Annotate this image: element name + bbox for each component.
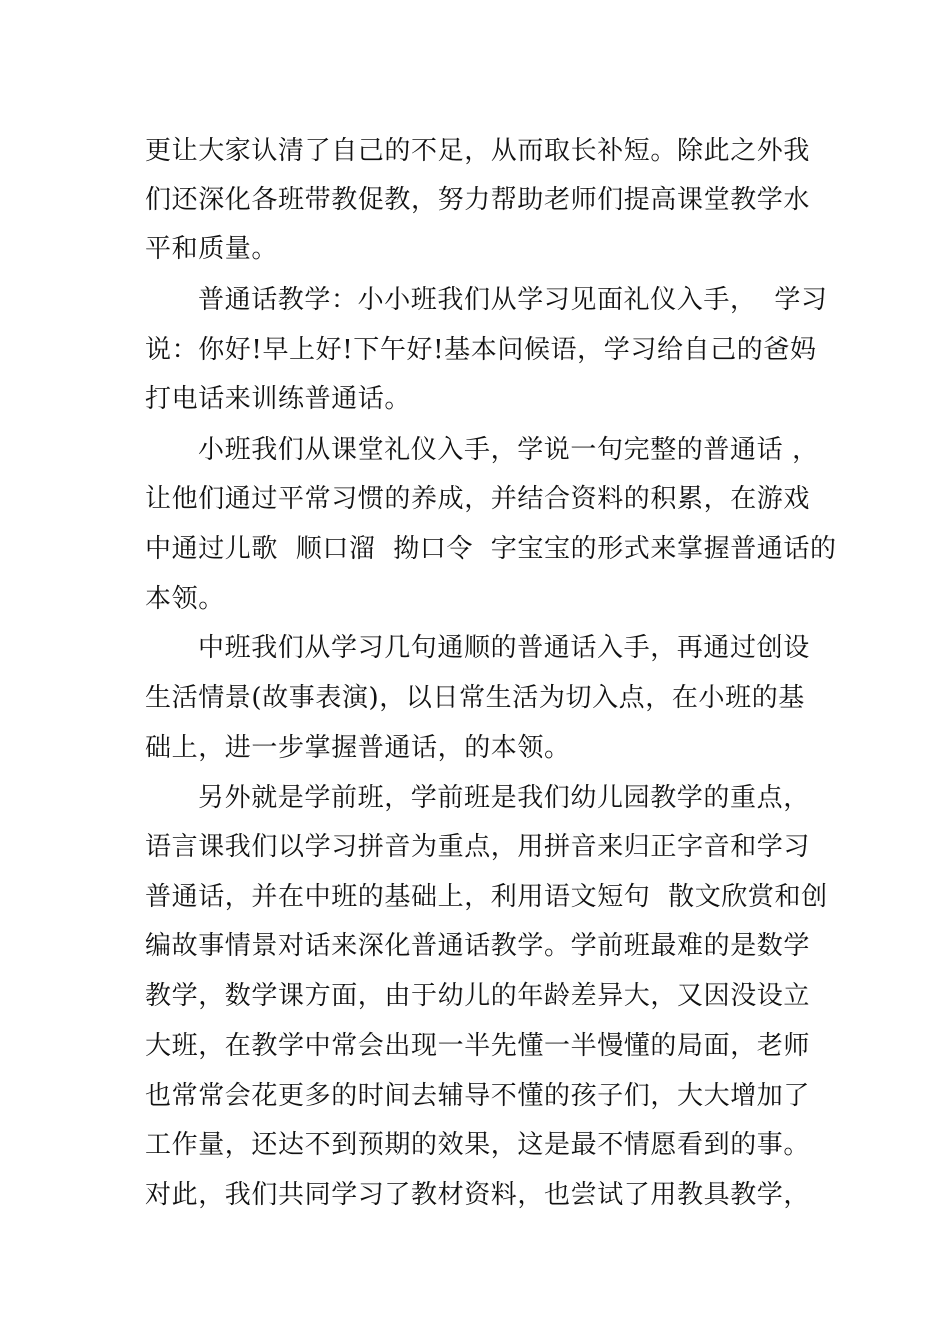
text-line: 语言课我们以学习拼音为重点，用拼音来归正字音和学习 [145,832,811,862]
paragraph-first-line: 普通话教学：小小班我们从学习见面礼仪入手， 学习 [198,285,828,315]
text-line: 础上，进一步掌握普通话，的本领。 [145,733,571,763]
text-line: 对此，我们共同学习了教材资料，也尝试了用教具教学， [145,1180,811,1210]
text-line: 也常常会花更多的时间去辅导不懂的孩子们，大大增加了 [145,1081,811,1111]
text-line: 更让大家认清了自己的不足，从而取长补短。除此之外我 [145,136,811,166]
text-line: 教学，数学课方面，由于幼儿的年龄差异大，又因没设立 [145,981,811,1011]
paragraph-first-line: 中班我们从学习几句通顺的普通话入手，再通过创设 [198,633,810,663]
text-line: 普通话，并在中班的基础上，利用语文短句 散文欣赏和创 [145,882,828,912]
text-line: 大班，在教学中常会出现一半先懂一半慢懂的局面，老师 [145,1031,811,1061]
text-line: 让他们通过平常习惯的养成，并结合资料的积累，在游戏 [145,484,811,514]
text-line: 们还深化各班带教促教，努力帮助老师们提高课堂教学水 [145,185,811,215]
text-line: 说：你好!早上好!下午好!基本问候语，学习给自己的爸妈 [145,335,817,365]
text-line: 打电话来训练普通话。 [145,384,412,414]
text-line: 本领。 [145,584,225,614]
paragraph-first-line: 小班我们从课堂礼仪入手，学说一句完整的普通话 ， [198,435,819,465]
text-line: 工作量，还达不到预期的效果，这是最不情愿看到的事。 [145,1130,811,1160]
text-line: 编故事情景对话来深化普通话教学。学前班最难的是数学 [145,931,811,961]
text-line: 平和质量。 [145,234,279,264]
text-line: 中通过儿歌 顺口溜 拗口令 字宝宝的形式来掌握普通话的 [145,534,837,564]
text-line: 生活情景(故事表演)，以日常生活为切入点，在小班的基 [145,683,805,713]
paragraph-first-line: 另外就是学前班，学前班是我们幼儿园教学的重点， [198,783,810,813]
